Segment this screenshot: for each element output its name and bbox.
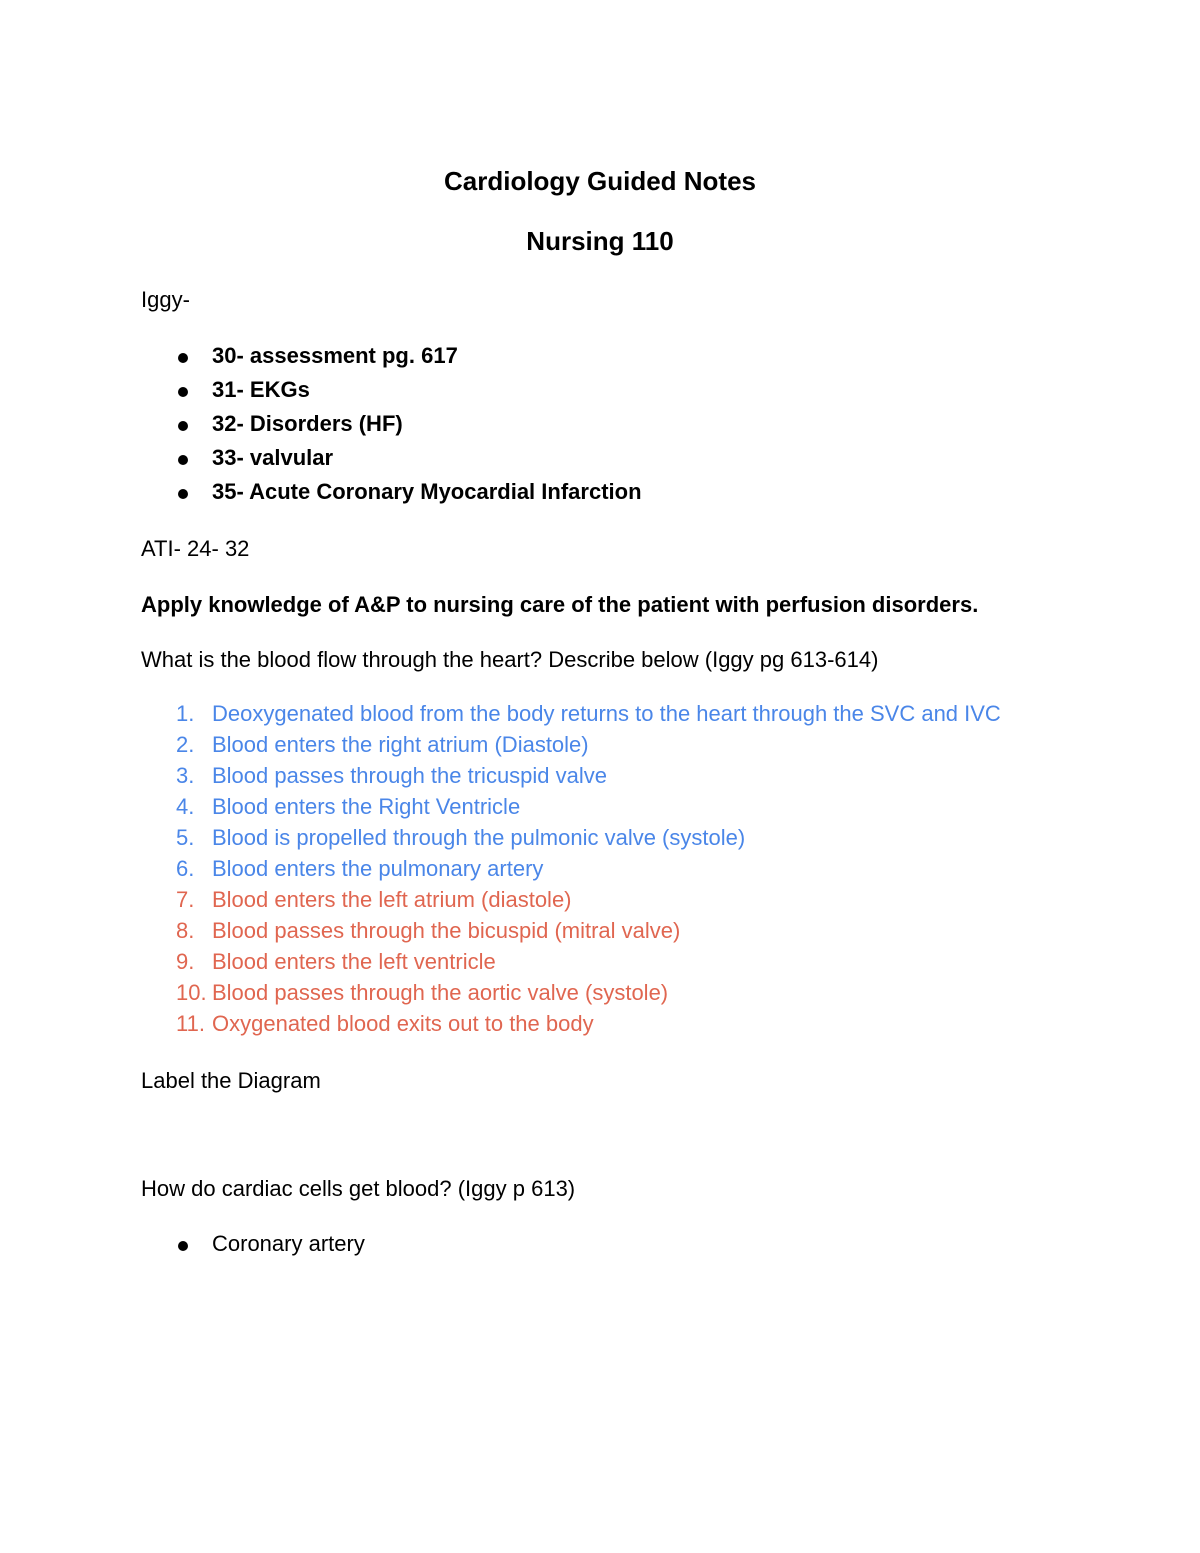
- step-number: 5.: [176, 825, 195, 850]
- step-number: 8.: [176, 918, 195, 943]
- step-text: Oxygenated blood exits out to the body: [212, 1011, 594, 1036]
- bullet-dot-icon: [178, 489, 188, 499]
- step-number: 3.: [176, 763, 195, 788]
- bullet-dot-icon: [178, 421, 188, 431]
- step-text: Blood enters the right atrium (Diastole): [212, 732, 589, 757]
- document-subtitle: Nursing 110: [526, 226, 674, 256]
- step-number: 4.: [176, 794, 195, 819]
- bullet-dot-icon: [178, 1241, 188, 1251]
- step-number: 6.: [176, 856, 195, 881]
- blood-flow-question: What is the blood flow through the heart? Describe below (Iggy pg 613-614): [141, 647, 879, 672]
- step-text: Blood enters the left atrium (diastole): [212, 887, 572, 912]
- step-text: Blood enters the left ventricle: [212, 949, 496, 974]
- step-text: Blood passes through the tricuspid valve: [212, 763, 608, 788]
- step-number: 11.: [176, 1011, 205, 1036]
- objective-heading: Apply knowledge of A&P to nursing care of the patient with perfusion disorders.: [141, 592, 979, 617]
- ati-label: ATI- 24- 32: [141, 536, 250, 561]
- document-title: Cardiology Guided Notes: [443, 166, 757, 196]
- step-text: Blood passes through the aortic valve (systole): [212, 980, 669, 1005]
- step-number: 1.: [176, 701, 195, 726]
- step-text: Blood enters the Right Ventricle: [212, 794, 521, 819]
- document-page: Cardiology Guided Notes Nursing 110 Iggy- 30- assessment pg. 617 31- EKGs 32- Disorders (HF) 33- valvular 35- Acute Coronary Myocardial Infarction ATI- 24- 32 Apply knowledge of A&P to nursing care of the patient with perfusion disorders. What is the blood flow through the heart? Describe below (Iggy pg 613-614) 1. Deoxygenated blood from the body returns to the heart through the SVC and IVC 2. Blood enters the right atrium (Diastole) 3. Blood passes through the tricuspid valve 4. Blood enters the Right Ventricle 5. Blood is propelled through the pulmonic valve (systole) 6. Blood enters the pulmonary artery 7. Blood enters the left atrium (diastole) 8. Blood passes through the bicuspid (mitral valve) 9. Blood enters the left ventricle 10. Blood passes through the aortic valve (systole) 11. Oxygenated blood exits out to the body Label the Diagram How do cardiac cells get blood? (Iggy p 613) Coronary artery: [0, 0, 1200, 1553]
- iggy-label: Iggy-: [141, 287, 190, 312]
- step-number: 7.: [176, 887, 195, 912]
- step-text: Deoxygenated blood from the body returns to the heart through the SVC and IVC: [212, 701, 1001, 726]
- step-text: Blood passes through the bicuspid (mitral valve): [212, 918, 681, 943]
- bullet-dot-icon: [178, 353, 188, 363]
- step-number: 2.: [176, 732, 195, 757]
- step-number: 9.: [176, 949, 195, 974]
- bullet-dot-icon: [178, 387, 188, 397]
- bullet-dot-icon: [178, 455, 188, 465]
- diagram-label: Label the Diagram: [141, 1068, 321, 1093]
- cardiac-cells-question: How do cardiac cells get blood? (Iggy p 613): [141, 1176, 576, 1201]
- step-number: 10.: [176, 980, 207, 1005]
- step-text: Blood enters the pulmonary artery: [212, 856, 544, 881]
- step-text: Blood is propelled through the pulmonic valve (systole): [212, 825, 746, 850]
